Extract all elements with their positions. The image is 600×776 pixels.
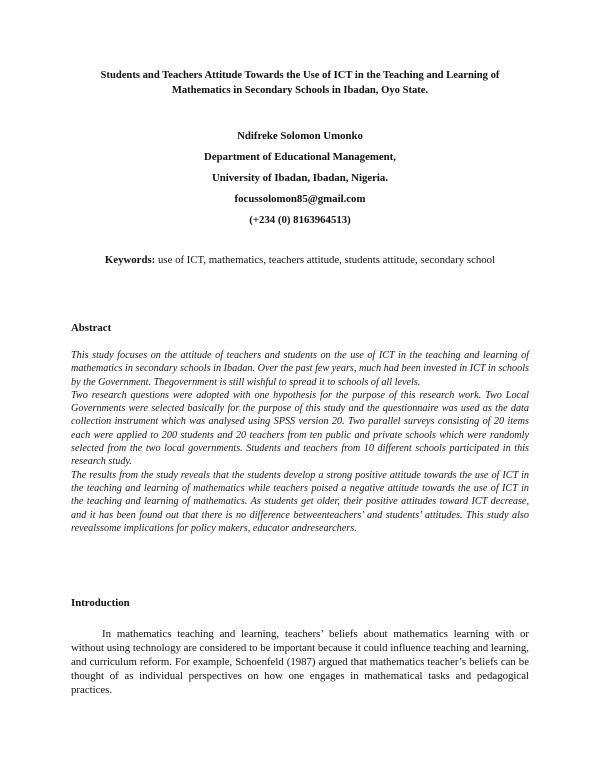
abstract-paragraph-3: The results from the study reveals that the students develop a strong positive attitude towards the use of ICT in the teaching and learning of mathematics while teachers poised a negative attitude towards the use of ICT in the teaching and learning of mathematics. As students get older, their positive attitudes toward ICT decrease, and it has been found out that there is no difference betweenteachers’ and students’ attitudes. This study also revealssome implications for policy makers, educator andresearchers.: [71, 469, 529, 534]
title-line-2: Mathematics in Secondary Schools in Ibadan, Oyo State.: [171, 85, 429, 96]
keywords-text: use of ICT, mathematics, teachers attitude, students attitude, secondary school: [155, 254, 496, 266]
keywords-label: Keywords:: [104, 254, 156, 266]
introduction-heading: Introduction: [71, 597, 130, 609]
author-department: Department of Educational Management,: [204, 151, 396, 163]
keywords-line: [30, 254, 570, 266]
abstract-paragraph-2: Two research questions were adopted with one hypothesis for the purpose of this research work. Two Local Governments were selected basically for the purpose of this study and the questionnaire was used as the data collection instrument which was analysed using SPSS version 20. Two parallel surveys consisting of 20 items each were applied to 200 students and 20 teachers from ten public and private schools which were randomly selected from the two local governments. Students and teachers from 10 different schools participated in this research study.: [71, 389, 529, 468]
author-block: [100, 126, 500, 231]
title-line-1: Students and Teachers Attitude Towards the Use of ICT in the Teaching and Learning of: [100, 70, 500, 81]
abstract-body: [71, 349, 529, 535]
author-phone: (+234 (0) 8163964513): [249, 214, 351, 226]
author-email: focussolomon85@gmail.com: [234, 193, 366, 205]
abstract-paragraph-1: This study focuses on the attitude of teachers and students on the use of ICT in the teaching and learning of mathematics in secondary schools in Ibadan. Over the past few years, much had been invested in ICT in schools by the Government. Thegovernment is still wishful to spread it to schools of all levels.: [71, 350, 529, 388]
author-university: University of Ibadan, Ibadan, Nigeria.: [211, 172, 389, 184]
author-name: Ndifreke Solomon Umonko: [237, 130, 363, 142]
abstract-heading: Abstract: [71, 322, 112, 334]
introduction-paragraph-1: In mathematics teaching and learning, teachers’ beliefs about mathematics learning with or without using technology are considered to be important because it could influence teaching and learning, and curriculum reform. For example, Schoenfeld (1987) argued that mathematics teacher’s beliefs can be thought of as individual perspectives on how one engages in mathematical tasks and pedagogical practices.: [71, 628, 529, 696]
paper-title: [60, 68, 540, 98]
